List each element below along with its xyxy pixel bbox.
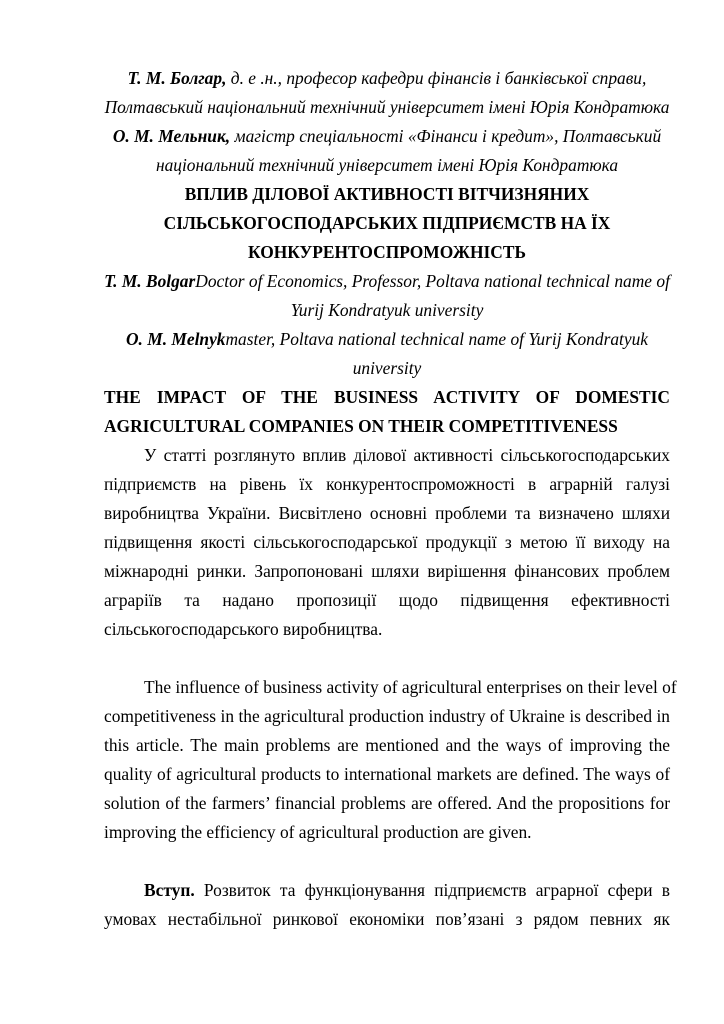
abstract-en-line: competitiveness in the agricultural production industry of Ukraine is described in — [104, 706, 670, 726]
abstract-ua-line: міжнародні ринки. Запропоновані шляхи вирішення фінансових проблем — [104, 561, 670, 581]
abstract-ua-line: сільськогосподарського виробництва. — [104, 619, 383, 639]
paper-content — [104, 64, 677, 934]
abstract-ua-line: виробництва України. Висвітлено основні проблеми та визначено шляхи — [104, 503, 670, 523]
abstract-ua-line: підприємств на рівень їх конкурентоспроможності в аграрній галузі — [104, 474, 670, 494]
author-en-2-affiliation-line2: university — [352, 358, 422, 378]
title-ua-line-3: КОНКУРЕНТОСПРОМОЖНІСТЬ — [248, 242, 526, 262]
title-ua-line-1: ВПЛИВ ДІЛОВОЇ АКТИВНОСТІ ВІТЧИЗНЯНИХ — [184, 184, 590, 204]
paragraph-gap — [104, 644, 670, 673]
title-ua-line-2: СІЛЬСЬКОГОСПОДАРСЬКИХ ПІДПРИЄМСТВ НА ЇХ — [163, 213, 611, 233]
author-en-2-name: O. M. Melnyk — [125, 329, 226, 349]
author-ua-2-affiliation-line2: національний технічний університет імені Юрія Кондратюка — [155, 155, 619, 175]
title-en-line-1: THE IMPACT OF THE BUSINESS ACTIVITY OF DOMESTIC — [104, 387, 670, 407]
author-en-2 — [104, 325, 670, 354]
author-ua-1-affiliation-line2: Полтавський національний технічний університет імені Юрія Кондратюка — [104, 97, 670, 117]
title-en-line-2: AGRICULTURAL COMPANIES ON THEIR COMPETITIVENESS — [104, 416, 618, 436]
intro-heading: Вступ. — [144, 880, 195, 900]
intro-line-2: умовах нестабільної ринкової економіки пов’язані з рядом певних як — [104, 909, 670, 929]
author-en-1-affiliation-line2: Yurij Kondratyuk university — [290, 300, 484, 320]
author-ua-1 — [104, 64, 670, 93]
author-en-2-affiliation: master, Poltava national technical name of Yurij Kondratyuk — [225, 329, 649, 349]
paragraph-gap — [104, 847, 670, 876]
author-en-1 — [104, 267, 670, 296]
abstract-ua-line: аграріїв та надано пропозиції щодо підвищення ефективності — [104, 590, 670, 610]
abstract-ua-line: підвищення якості сільськогосподарської продукції з метою її виходу на — [104, 532, 670, 552]
abstract-en-line: quality of agricultural products to international markets are defined. The ways of — [104, 764, 670, 784]
author-ua-2-name: О. М. Мельник, — [112, 126, 231, 146]
intro-line-1 — [104, 876, 670, 905]
author-ua-1-affiliation: д. е .н., професор кафедри фінансів і банківської справи, — [226, 68, 647, 88]
abstract-en-line: improving the efficiency of agricultural production are given. — [104, 822, 532, 842]
abstract-ua-line: У статті розглянуто вплив ділової активності сільськогосподарських — [144, 445, 670, 465]
author-ua-2 — [104, 122, 670, 151]
author-en-1-name: T. M. Bolgar — [104, 271, 196, 291]
abstract-en-line: this article. The main problems are mentioned and the ways of improving the — [104, 735, 670, 755]
abstract-en — [104, 673, 677, 847]
intro-line-1-text: Розвиток та функціонування підприємств аграрної сфери в — [194, 880, 670, 900]
author-en-1-affiliation: Doctor of Economics, Professor, Poltava national technical name of — [195, 271, 670, 291]
abstract-en-line: The influence of business activity of agricultural enterprises on their level of — [144, 677, 677, 697]
abstract-en-line: solution of the farmers’ financial problems are offered. And the propositions for — [104, 793, 670, 813]
abstract-ua — [104, 441, 670, 644]
author-ua-2-affiliation: магістр спеціальності «Фінанси і кредит», Полтавський — [230, 126, 662, 146]
author-ua-1-name: Т. М. Болгар, — [127, 68, 227, 88]
introduction — [104, 876, 670, 934]
